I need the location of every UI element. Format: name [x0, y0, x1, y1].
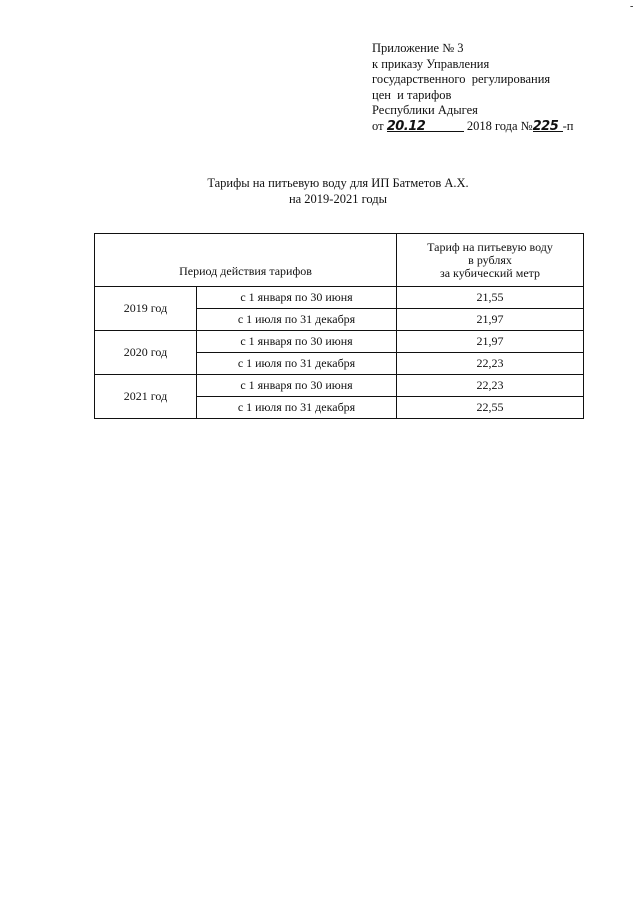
order-date-line	[372, 119, 573, 135]
period-cell: с 1 января по 30 июня	[197, 287, 397, 309]
header-tariff-line: в рублях	[468, 252, 512, 267]
appendix-line: к приказу Управления	[372, 56, 490, 71]
appendix-line: Приложение № 3	[372, 41, 464, 55]
tariff-table	[94, 233, 584, 419]
appendix-block	[372, 41, 573, 135]
period-cell: с 1 января по 30 июня	[197, 331, 397, 353]
tariff-value-cell: 22,23	[397, 353, 584, 375]
table-header-row	[95, 234, 584, 287]
year-cell: 2020 год	[95, 331, 197, 375]
table-row	[95, 287, 584, 309]
appendix-line: цен и тарифов	[372, 87, 452, 102]
number-suffix: -п	[562, 118, 574, 133]
document-title	[60, 176, 616, 207]
date-middle: 2018 года №	[466, 118, 533, 133]
tariff-value-cell: 22,23	[397, 375, 584, 397]
date-prefix: от	[372, 118, 384, 133]
title-line-1: Тарифы на питьевую воду для ИП Батметов А.Х.	[207, 176, 469, 190]
table-row	[95, 331, 584, 353]
year-cell: 2021 год	[95, 375, 197, 419]
period-cell: с 1 января по 30 июня	[197, 375, 397, 397]
header-tariff-line: за кубический метр	[439, 265, 541, 280]
tariff-value-cell: 21,97	[397, 309, 584, 331]
handwritten-date: 20.12	[387, 119, 464, 132]
handwritten-number: 225	[533, 119, 563, 132]
period-cell: с 1 июля по 31 декабря	[197, 353, 397, 375]
header-period: Период действия тарифов	[95, 234, 397, 287]
appendix-line: Республики Адыгея	[372, 103, 478, 118]
title-line-2: на 2019-2021 годы	[288, 191, 388, 206]
corner-mark: -	[630, 1, 634, 12]
appendix-line: государственного регулирования	[372, 72, 551, 87]
tariff-value-cell: 22,55	[397, 397, 584, 419]
table-row	[95, 375, 584, 397]
tariff-value-cell: 21,55	[397, 287, 584, 309]
year-cell: 2019 год	[95, 287, 197, 331]
tariff-value-cell: 21,97	[397, 331, 584, 353]
period-cell: с 1 июля по 31 декабря	[197, 309, 397, 331]
header-tariff-line: Тариф на питьевую воду	[427, 239, 553, 254]
header-tariff	[397, 234, 584, 287]
period-cell: с 1 июля по 31 декабря	[197, 397, 397, 419]
